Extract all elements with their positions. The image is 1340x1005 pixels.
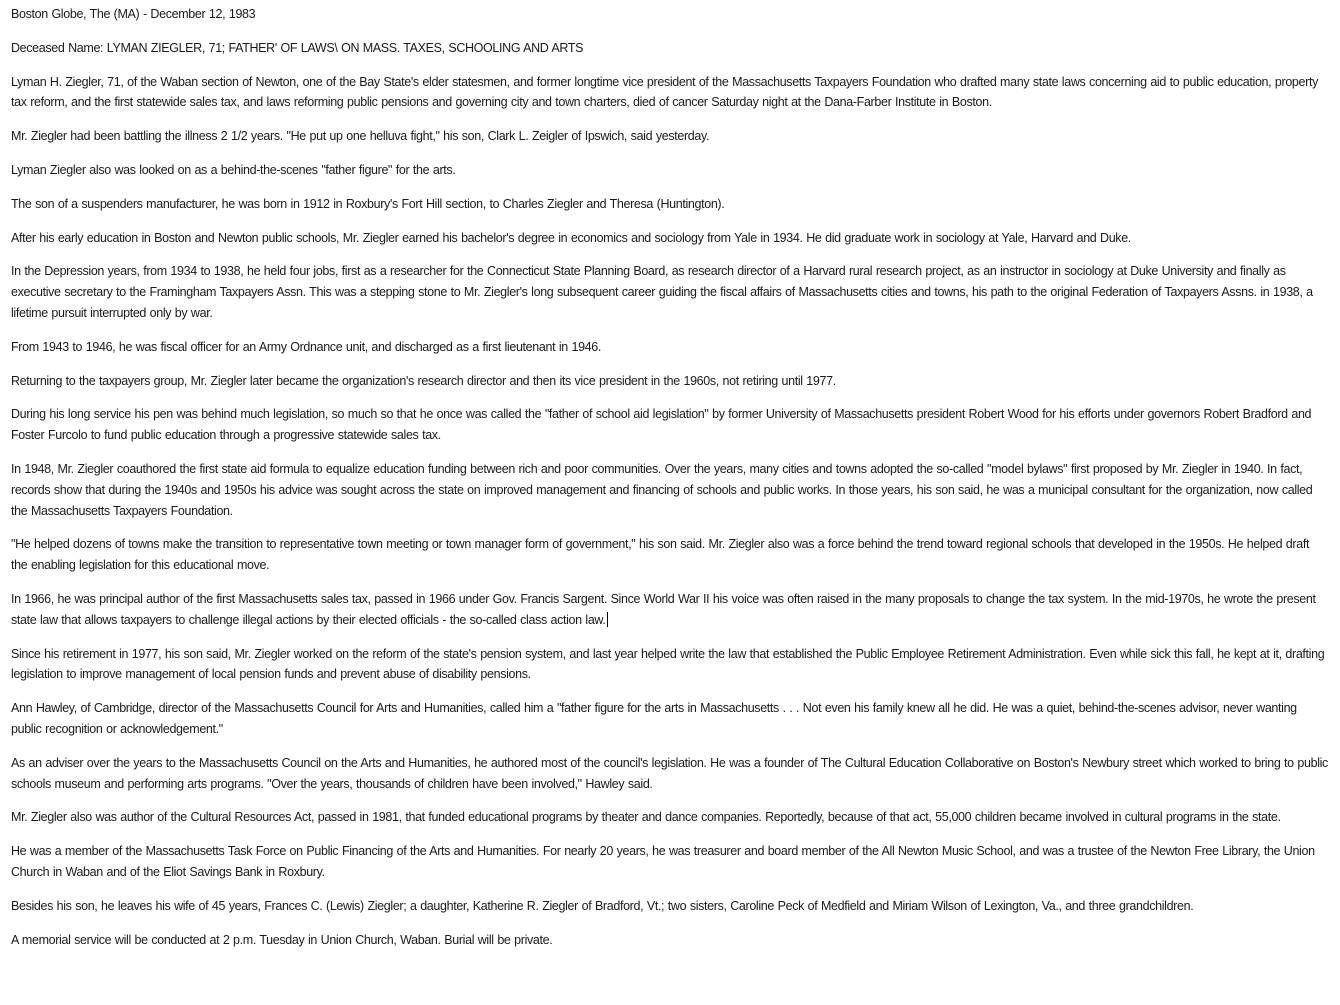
article-paragraph-with-caret[interactable]: [11, 589, 1329, 631]
article-paragraph: A memorial service will be conducted at 2 p.m. Tuesday in Union Church, Waban. Burial will be private.: [11, 932, 553, 947]
article-paragraph: Returning to the taxpayers group, Mr. Ziegler later became the organization's research director and then its vice president in the 1960s, not retiring until 1977.: [11, 373, 836, 388]
deceased-name-line: Deceased Name: LYMAN ZIEGLER, 71; FATHER' OF LAWS\ ON MASS. TAXES, SCHOOLING AND ARTS: [11, 40, 584, 55]
article-paragraph: After his early education in Boston and Newton public schools, Mr. Ziegler earned his bachelor's degree in economics and sociology from Yale in 1934. He did graduate work in sociology at Yale, Harvard and Duke.: [11, 230, 1131, 245]
article-paragraph: During his long service his pen was behind much legislation, so much so that he once was called the "father of school aid legislation" by former University of Massachusetts president Robert Wood for his efforts under governors Robert Bradford and Foster Furcolo to fund public education through a progressive statewide sales tax.: [11, 407, 1312, 443]
article-paragraph: Since his retirement in 1977, his son said, Mr. Ziegler worked on the reform of the state's pension system, and last year helped write the law that established the Public Employee Retirement Administration. Even while sick this fall, he kept at it, drafting legislation to improve management of local pension funds and prevent abuse of disability pensions.: [11, 646, 1325, 682]
article-paragraph: In 1948, Mr. Ziegler coauthored the first state aid formula to equalize education funding between rich and poor communities. Over the years, many cities and towns adopted the so-called "model bylaws" first proposed by Mr. Ziegler in 1940. In fact, records show that during the 1940s and 1950s his advice was sought across the state on improved management and financing of schools and public works. In those years, his son said, he was a municipal consultant for the organization, now called the Massachusetts Taxpayers Foundation.: [11, 461, 1313, 518]
article-paragraph-text: In 1966, he was principal author of the first Massachusetts sales tax, passed in 1966 under Gov. Francis Sargent. Since World War II his voice was often raised in the many proposals to change the tax system. In the mid-1970s, he wrote the present state law that allows taxpayers to challenge illegal actions by their elected officials - the so-called class action law.: [11, 591, 1316, 627]
article-paragraph: He was a member of the Massachusetts Task Force on Public Financing of the Arts and Humanities. For nearly 20 years, he was treasurer and board member of the All Newton Music School, and was a trustee of the Newton Free Library, the Union Church in Waban and of the Eliot Savings Bank in Roxbury.: [11, 844, 1315, 879]
article-paragraph: The son of a suspenders manufacturer, he was born in 1912 in Roxbury's Fort Hill section, to Charles Ziegler and Theresa (Huntington).: [11, 196, 725, 211]
article-paragraph: Lyman Ziegler also was looked on as a behind-the-scenes "father figure" for the arts.: [11, 162, 456, 177]
article-paragraph: Mr. Ziegler also was author of the Cultural Resources Act, passed in 1981, that funded educational programs by theater and dance companies. Reportedly, because of that act, 55,000 children became involved in cultural programs in the state.: [11, 810, 1281, 825]
article-paragraph: In the Depression years, from 1934 to 1938, he held four jobs, first as a researcher for the Connecticut State Planning Board, as research director of a Harvard rural research project, as an instructor in sociology at Duke University and finally as executive secretary to the Framingham Taxpayers Assn. This was a stepping stone to Mr. Ziegler's long subsequent career guiding the fiscal affairs of Massachusetts cities and towns, his path to the original Federation of Taxpayers Assns. in 1938, a lifetime pursuit interrupted only by war.: [11, 264, 1313, 320]
text-cursor: [607, 612, 608, 627]
article-paragraph: Besides his son, he leaves his wife of 45 years, Frances C. (Lewis) Ziegler; a daughter, Katherine R. Ziegler of Bradford, Vt.; two sisters, Caroline Peck of Medfield and Miriam Wilson of Lexington, Va., and three grandchildren.: [11, 898, 1194, 913]
article-paragraph: Ann Hawley, of Cambridge, director of the Massachusetts Council for Arts and Humanities, called him a "father figure for the arts in Massachusetts . . . Not even his family knew all he did. He was a quiet, behind-the-scenes advisor, never wanting public recognition or acknowledgement.": [11, 701, 1297, 736]
article-paragraph: Mr. Ziegler had been battling the illness 2 1/2 years. "He put up one helluva fight," his son, Clark L. Zeigler of Ipswich, said yesterday.: [11, 129, 710, 144]
article-paragraph: Lyman H. Ziegler, 71, of the Waban section of Newton, one of the Bay State's elder statesmen, and former longtime vice president of the Massachusetts Taxpayers Foundation who drafted many state laws concerning aid to public education, property tax reform, and the first statewide sales tax, and laws reforming public pensions and governing city and town charters, died of cancer Saturday night at the Dana-Farber Institute in Boston.: [11, 74, 1318, 110]
article-paragraph: From 1943 to 1946, he was fiscal officer for an Army Ordnance unit, and discharged as a first lieutenant in 1946.: [11, 339, 602, 354]
article-paragraph: "He helped dozens of towns make the transition to representative town meeting or town manager form of government," his son said. Mr. Ziegler also was a force behind the trend toward regional schools that developed in the 1950s. He helped draft the enabling legislation for this educational move.: [11, 537, 1310, 573]
document-body[interactable]: [11, 4, 1329, 963]
source-line: Boston Globe, The (MA) - December 12, 1983: [11, 7, 256, 21]
article-paragraph: As an adviser over the years to the Massachusetts Council on the Arts and Humanities, he authored most of the council's legislation. He was a founder of The Cultural Education Collaborative on Boston's Newbury street which worked to bring to public schools museum and performing arts programs. "Over the years, thousands of children have been involved," Hawley said.: [11, 755, 1328, 791]
